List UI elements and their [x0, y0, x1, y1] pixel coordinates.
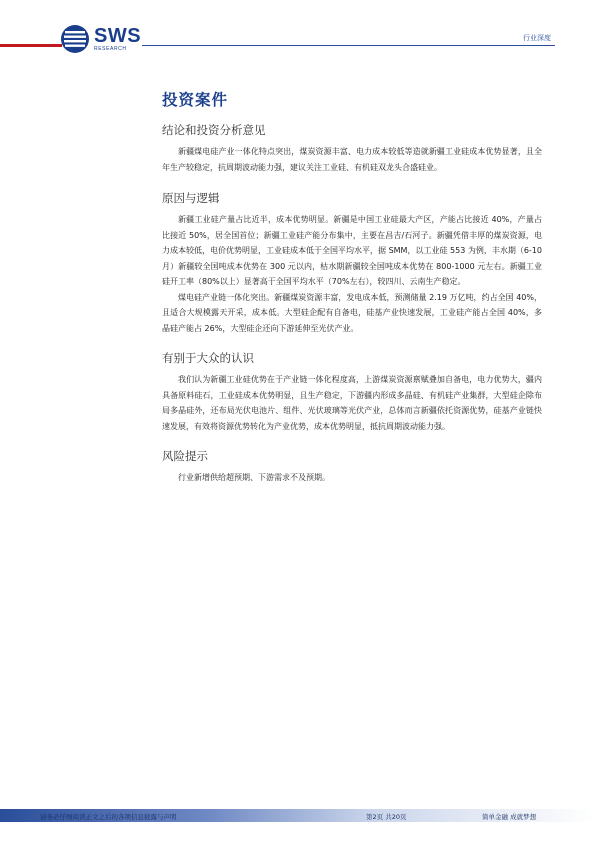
header-accent-line — [0, 44, 62, 47]
section-title: 有别于大众的认识 — [162, 351, 254, 365]
paragraph: 新疆工业硅产量占比近半，成本优势明显。新疆是中国工业硅最大产区，产能占比接近 40%，产量占比接近 50%，居全国首位；新疆工业硅产能分布集中，主要在昌吉/石河子。新疆凭借丰厚的煤炭资源，电力成本较低，电价优势明显，工业硅成本低于全国平均水平，据 SMM，以工业硅 553 为例，丰水期（6-10 月）新疆较全国吨成本优势在 300 元以内，枯水期新疆较全国吨成本优势在 800-1000 元左右。新疆工业硅开工率（80%以上）显著高于全国平均水平（70%左右），较四川、云南生产稳定。 — [162, 215, 542, 286]
footer-slogan: 简单金融 成就梦想 — [482, 813, 537, 821]
section-title: 结论和投资分析意见 — [162, 123, 266, 137]
header-divider — [142, 45, 555, 46]
section-conclusion — [162, 122, 542, 175]
section-risk — [162, 448, 542, 486]
sws-logo-icon — [60, 24, 90, 54]
paragraph: 煤电硅产业链一体化突出。新疆煤炭资源丰富，发电成本低，预测储量 2.19 万亿吨，约占全国 40%，且适合大规模露天开采，成本低。大型硅企配有自备电，硅基产业快速发展，工业硅产能占全国 40%，多晶硅产能占 26%，大型硅企还向下游延伸至光伏产业。 — [162, 292, 542, 333]
section-title: 原因与逻辑 — [162, 191, 220, 205]
footer-disclaimer: 请务必仔细阅读正文之后的各项信息披露与声明 — [40, 813, 177, 821]
company-logo — [60, 24, 141, 54]
page-number: 第2页 共20页 — [366, 813, 407, 821]
section-differentiated-view — [162, 350, 542, 434]
paragraph: 我们认为新疆工业硅优势在于产业链一体化程度高，上游煤炭资源禀赋叠加自备电，电力优势大，疆内具备原料硅石，工业硅成本优势明显，且生产稳定，下游疆内形成多晶硅、有机硅产业集群，大型硅企除布局多晶硅外，还布局光伏电池片、组件、光伏玻璃等光伏产业，总体而言新疆依托资源优势，硅基产业链快速发展，有效将资源优势转化为产业优势，成本优势明显，抵抗周期波动能力强。 — [162, 375, 542, 431]
paragraph: 行业新增供给超预期、下游需求不及预期。 — [178, 473, 330, 482]
page-title: 投资案件 — [162, 91, 229, 109]
report-category: 行业深度 — [523, 34, 551, 42]
logo-wordmark: SWS — [94, 25, 142, 47]
section-reasoning — [162, 190, 542, 336]
paragraph: 新疆煤电硅产业一体化特点突出，煤炭资源丰富、电力成本较低等造就新疆工业硅成本优势显著，且全年生产较稳定，抗周期波动能力强，建议关注工业硅、有机硅双龙头合盛硅业。 — [162, 147, 542, 172]
section-title: 风险提示 — [162, 449, 208, 463]
report-body — [162, 88, 542, 486]
logo-subtitle: RESEARCH — [94, 46, 127, 52]
